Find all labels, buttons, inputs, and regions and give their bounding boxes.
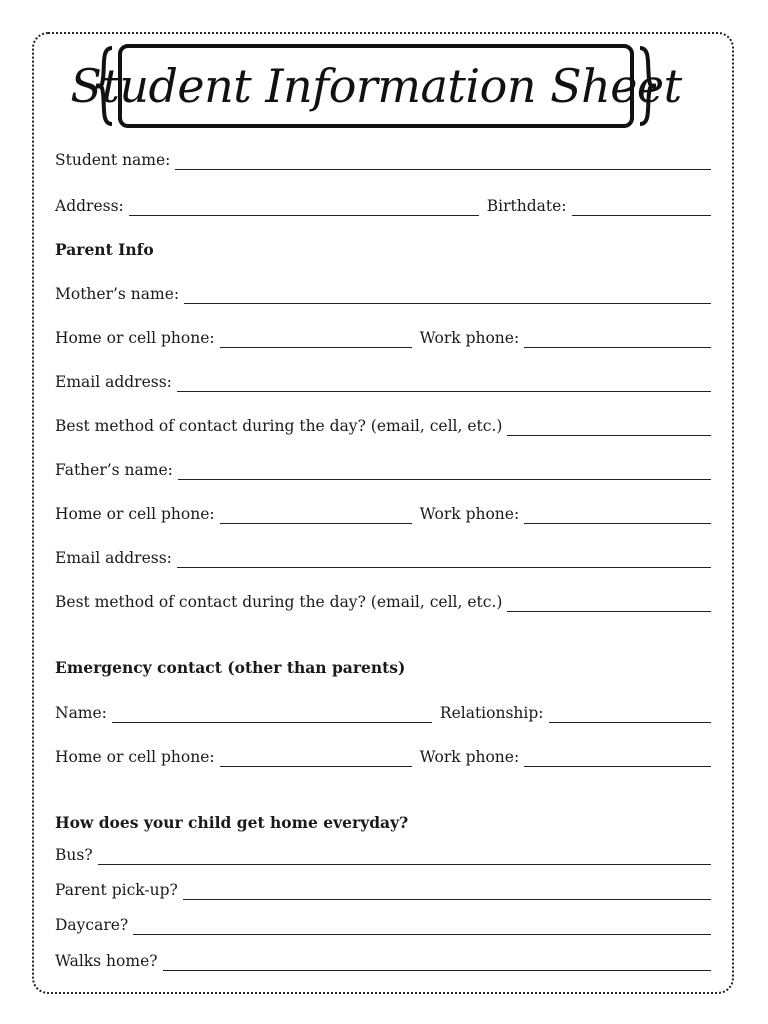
relationship-label: Relationship:	[439, 704, 544, 722]
get-home-heading: How does your child get home everyday?	[55, 813, 409, 832]
mother-name-row	[55, 284, 711, 304]
mother-phone-row	[55, 328, 711, 348]
emergency-name-row	[55, 703, 711, 723]
mother-contact-label: Best method of contact during the day? (email, cell, etc.)	[55, 417, 503, 435]
page-title: Student Information Sheet	[70, 59, 682, 113]
father-home-phone-field[interactable]	[220, 509, 412, 524]
father-name-field[interactable]	[178, 465, 711, 480]
mother-work-phone-field[interactable]	[524, 333, 711, 348]
mother-contact-row	[55, 416, 711, 436]
walks-row	[55, 951, 711, 971]
emergency-phone-row	[55, 747, 711, 767]
father-email-row	[55, 548, 711, 568]
daycare-row	[55, 915, 711, 935]
address-label: Address:	[55, 197, 124, 215]
bus-row	[55, 845, 711, 865]
father-email-label: Email address:	[55, 549, 172, 567]
mother-home-phone-label: Home or cell phone:	[55, 329, 215, 347]
address-row	[55, 196, 711, 216]
mother-contact-field[interactable]	[507, 421, 711, 436]
bus-label: Bus?	[55, 846, 93, 864]
father-contact-row	[55, 592, 711, 612]
mother-email-field[interactable]	[177, 377, 711, 392]
daycare-field[interactable]	[133, 920, 711, 935]
father-contact-label: Best method of contact during the day? (email, cell, etc.)	[55, 593, 503, 611]
father-work-phone-field[interactable]	[524, 509, 711, 524]
emergency-home-phone-field[interactable]	[220, 752, 412, 767]
emergency-work-phone-field[interactable]	[524, 752, 711, 767]
mother-home-phone-field[interactable]	[220, 333, 412, 348]
bus-field[interactable]	[98, 850, 711, 865]
pickup-row	[55, 880, 711, 900]
relationship-field[interactable]	[549, 708, 712, 723]
father-email-field[interactable]	[177, 553, 711, 568]
emergency-name-field[interactable]	[112, 708, 432, 723]
mother-email-row	[55, 372, 711, 392]
father-contact-field[interactable]	[507, 597, 711, 612]
pickup-field[interactable]	[183, 885, 711, 900]
mother-email-label: Email address:	[55, 373, 172, 391]
mother-name-field[interactable]	[184, 289, 711, 304]
daycare-label: Daycare?	[55, 916, 129, 934]
father-phone-row	[55, 504, 711, 524]
emergency-work-phone-label: Work phone:	[419, 748, 520, 766]
student-name-row	[55, 150, 711, 170]
emergency-home-phone-label: Home or cell phone:	[55, 748, 215, 766]
father-name-row	[55, 460, 711, 480]
pickup-label: Parent pick-up?	[55, 881, 178, 899]
birthdate-label: Birthdate:	[486, 197, 567, 215]
walks-label: Walks home?	[55, 952, 158, 970]
emergency-heading: Emergency contact (other than parents)	[55, 658, 406, 677]
parent-info-heading: Parent Info	[55, 240, 154, 259]
student-name-label: Student name:	[55, 151, 171, 169]
student-name-field[interactable]	[175, 155, 711, 170]
father-work-phone-label: Work phone:	[419, 505, 520, 523]
title-banner	[70, 40, 682, 132]
father-home-phone-label: Home or cell phone:	[55, 505, 215, 523]
father-name-label: Father’s name:	[55, 461, 173, 479]
mother-name-label: Mother’s name:	[55, 285, 180, 303]
walks-field[interactable]	[163, 956, 711, 971]
address-field[interactable]	[129, 201, 479, 216]
birthdate-field[interactable]	[572, 201, 711, 216]
mother-work-phone-label: Work phone:	[419, 329, 520, 347]
emergency-name-label: Name:	[55, 704, 107, 722]
